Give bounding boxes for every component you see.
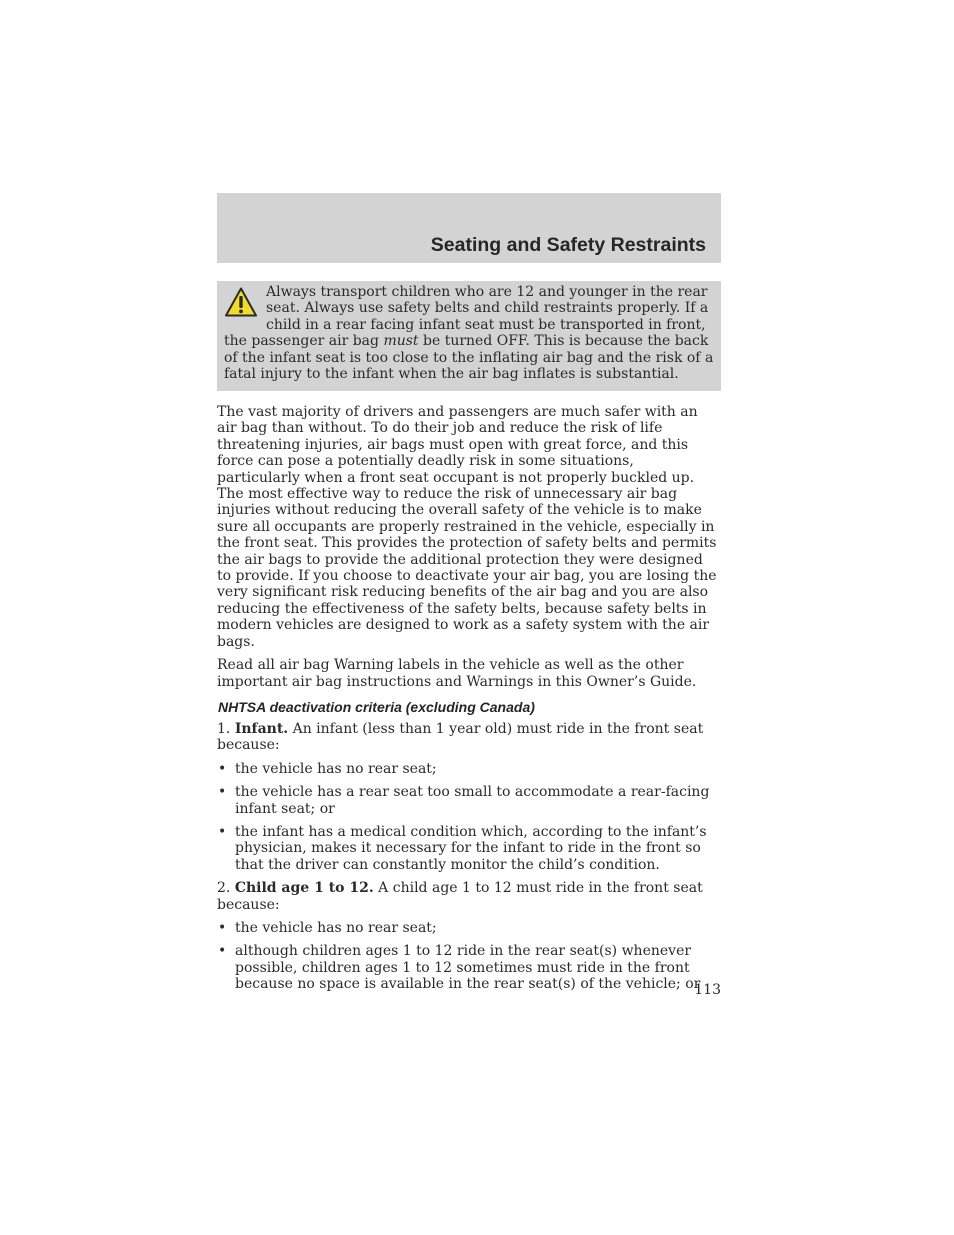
child-bullet-list [217,920,721,993]
warning-triangle-icon [224,286,258,318]
list-item: • although children ages 1 to 12 ride in the rear seat(s) whenever possible, children ages 1 to 12 sometimes must ride in the front because no space is available in the rear seat(s) of the vehicle; or [218,943,701,993]
body-text [217,404,721,1000]
warning-box [217,281,721,391]
paragraph: Read all air bag Warning labels in the vehicle as well as the other important air bag instructions and Warnings in this Owner’s Guide. [217,657,697,690]
page-header [217,193,721,263]
paragraph: The vast majority of drivers and passengers are much safer with an air bag than without. To do their job and reduce the risk of life threatening injuries, air bags must open with great force, and this force can pose a potentially deadly risk in some situations, particularly when a front seat occupant is not properly buckled up. The most effective way to reduce the risk of unnecessary air bag injuries without reducing the overall safety of the vehicle is to make sure all occupants are properly restrained in the vehicle, especially in the front seat. This provides the protection of safety belts and permits the air bags to provide the additional protection they were designed to provide. If you choose to deactivate your air bag, you are losing the very significant risk reducing benefits of the air bag and you are also reducing the effectiveness of the safety belts, because safety belts in modern vehicles are designed to work as a safety system with the air bags. [217,404,717,650]
bullet-icon: • [218,919,227,936]
page-number: 113 [694,982,721,998]
list-item: • the vehicle has no rear seat; [218,760,437,777]
criterion-child: 2. Child age 1 to 12. A child age 1 to 12 must ride in the front seat because: [217,880,703,913]
bullet-icon: • [218,784,227,801]
list-item: • the infant has a medical condition which, according to the infant’s physician, makes it necessary for the infant to ride in the front so that the driver can constantly monitor the child’s condition. [218,823,707,873]
bullet-icon: • [218,760,227,777]
bullet-icon: • [218,943,227,960]
list-item: • the vehicle has no rear seat; [218,919,437,936]
warning-text: Always transport children who are 12 and younger in the rear seat. Always use safety belts and child restraints properly. If a child in a rear facing infant seat must be transported in front, the passenger air bag must be turned OFF. This is because the back of the infant seat is too close to the inflating air bag and the risk of a fatal injury to the infant when the air bag inflates is substantial. [224,284,714,383]
bullet-icon: • [218,823,227,840]
criterion-infant: 1. Infant. An infant (less than 1 year old) must ride in the front seat because: [217,720,704,754]
section-heading: NHTSA deactivation criteria (excluding Canada) [218,698,535,715]
list-item: • the vehicle has a rear seat too small to accommodate a rear-facing infant seat; or [218,784,710,817]
page-title: Seating and Safety Restraints [430,234,706,256]
infant-bullet-list [217,761,721,873]
